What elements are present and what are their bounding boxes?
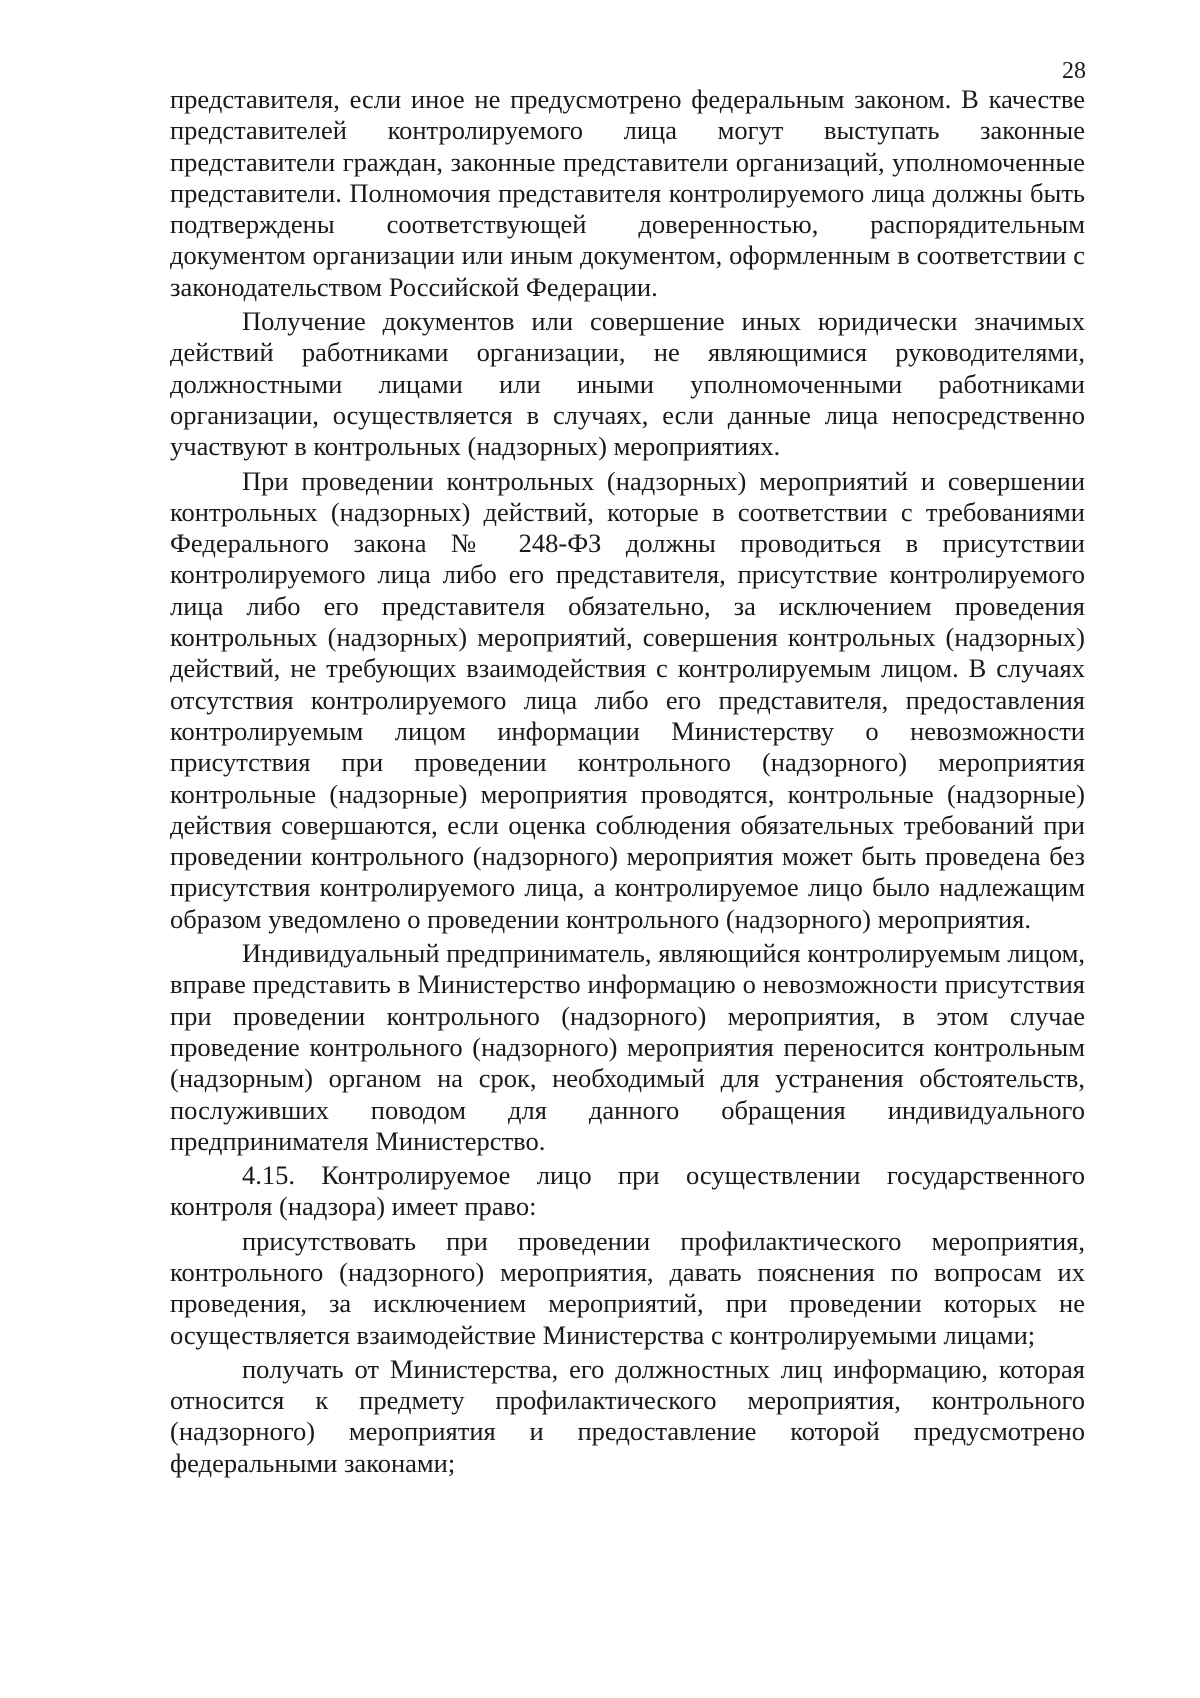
paragraph-section-4-15: 4.15. Контролируемое лицо при осуществлении государственного контроля (надзора) имеет право: <box>170 1160 1085 1222</box>
paragraph-employees-actions: Получение документов или совершение иных юридически значимых действий работниками организации, не являющимися руководителями, должностными лицами или иными уполномоченными работниками организации, осуществляется в случаях, если данные лица непосредственно участвуют в контрольных (надзорных) мероприятиях. <box>170 306 1085 462</box>
paragraph-right-to-attend: присутствовать при проведении профилактического мероприятия, контрольного (надзорного) мероприятия, давать пояснения по вопросам их проведения, за исключением мероприятий, при проведении которых не осуществляется взаимодействие Министерства с контролируемыми лицами; <box>170 1225 1085 1350</box>
page-number: 28 <box>1062 58 1086 84</box>
paragraph-representative-continuation: представителя, если иное не предусмотрено федеральным законом. В качестве представителей контролируемого лица могут выступать законные представители граждан, законные представители организаций, уполномоченные представители. Полномочия представителя контролируемого лица должны быть подтверждены соответствующей доверенностью, распорядительным документом организации или иным документом, оформленным в соответствии с законодательством Российской Федерации. <box>170 84 1085 302</box>
paragraph-presence-requirement: При проведении контрольных (надзорных) мероприятий и совершении контрольных (надзорных) действий, которые в соответствии с требованиями Федерального закона № 248-ФЗ должны проводиться в присутствии контролируемого лица либо его представителя, присутствие контролируемого лица либо его представителя обязательно, за исключением проведения контрольных (надзорных) мероприятий, совершения контрольных (надзорных) действий, не требующих взаимодействия с контролируемым лицом. В случаях отсутствия контролируемого лица либо его представителя, предоставления контролируемым лицом информации Министерству о невозможности присутствия при проведении контрольного (надзорного) мероприятия контрольные (надзорные) мероприятия проводятся, контрольные (надзорные) действия совершаются, если оценка соблюдения обязательных требований при проведении контрольного (надзорного) мероприятия может быть проведена без присутствия контролируемого лица, а контролируемое лицо было надлежащим образом уведомлено о проведении контрольного (надзорного) мероприятия. <box>170 465 1085 934</box>
paragraph-individual-entrepreneur: Индивидуальный предприниматель, являющийся контролируемым лицом, вправе представить в Министерство информацию о невозможности присутствия при проведении контрольного (надзорного) мероприятия, в этом случае проведение контрольного (надзорного) мероприятия переносится контрольным (надзорным) органом на срок, необходимый для устранения обстоятельств, послуживших поводом для данного обращения индивидуального предпринимателя Министерство. <box>170 938 1085 1156</box>
paragraph-right-to-information: получать от Министерства, его должностных лиц информацию, которая относится к предмету профилактического мероприятия, контрольного (надзорного) мероприятия и предоставление которой предусмотрено федеральными законами; <box>170 1353 1085 1478</box>
document-body <box>170 84 1085 1479</box>
